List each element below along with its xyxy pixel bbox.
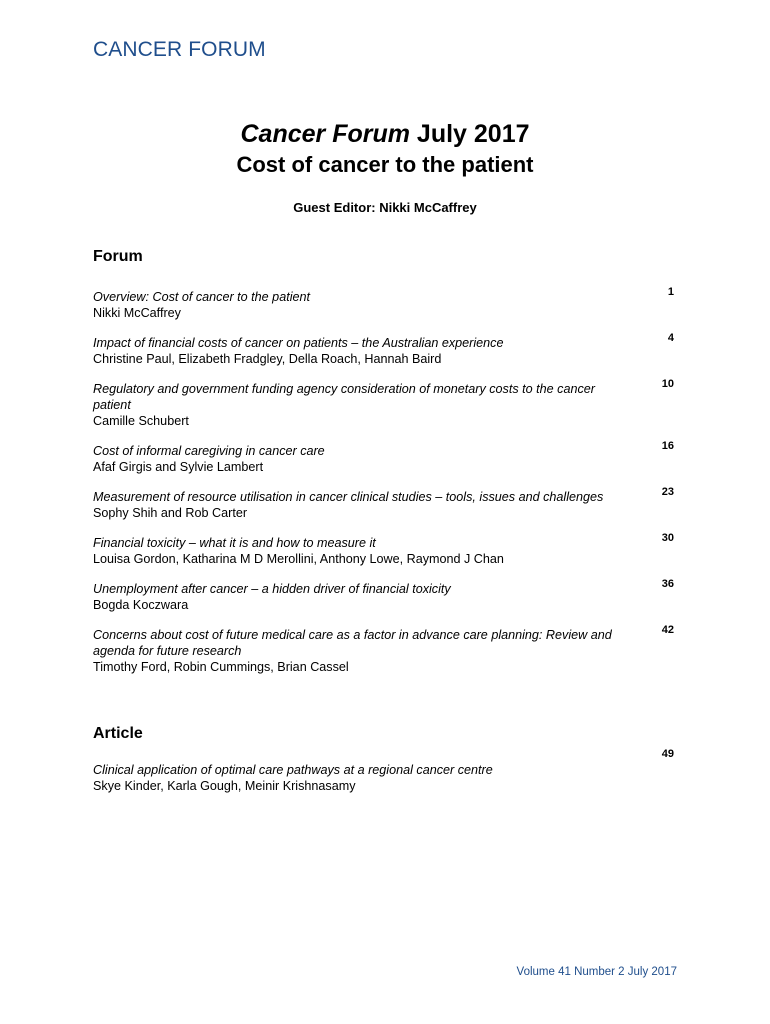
toc-entry[interactable]	[93, 486, 677, 521]
entry-title: Financial toxicity – what it is and how to measure it	[93, 536, 376, 550]
journal-title-italic: Cancer Forum	[240, 120, 410, 148]
entry-page: 4	[667, 332, 674, 344]
guest-editor: Guest Editor: Nikki McCaffrey	[293, 200, 477, 215]
title-block	[0, 118, 770, 215]
forum-toc	[93, 286, 677, 689]
toc-entry[interactable]	[93, 286, 677, 321]
entry-authors: Timothy Ford, Robin Cummings, Brian Cassel	[93, 660, 349, 674]
toc-entry[interactable]	[93, 748, 677, 794]
entry-title: Cost of informal caregiving in cancer care	[93, 444, 325, 458]
entry-authors: Nikki McCaffrey	[93, 306, 181, 320]
issue-subtitle: Cost of cancer to the patient	[236, 152, 534, 177]
toc-entry[interactable]	[93, 378, 677, 429]
entry-title: Regulatory and government funding agency consideration of monetary costs to the cancer patient	[93, 382, 595, 412]
entry-title: Measurement of resource utilisation in cancer clinical studies – tools, issues and challenges	[93, 490, 604, 504]
entry-title: Impact of financial costs of cancer on patients – the Australian experience	[93, 336, 504, 350]
entry-authors: Christine Paul, Elizabeth Fradgley, Della Roach, Hannah Baird	[93, 352, 442, 366]
entry-title: Concerns about cost of future medical care as a factor in advance care planning: Review and agenda for future research	[93, 628, 612, 658]
toc-entry[interactable]	[93, 624, 677, 675]
section-heading-forum: Forum	[93, 248, 143, 265]
entry-page: 16	[661, 440, 674, 452]
toc-entry[interactable]	[93, 440, 677, 475]
entry-page: 1	[667, 286, 674, 298]
toc-entry[interactable]	[93, 332, 677, 367]
entry-authors: Skye Kinder, Karla Gough, Meinir Krishnasamy	[93, 779, 356, 793]
entry-authors: Sophy Shih and Rob Carter	[93, 506, 248, 520]
entry-page: 42	[661, 624, 674, 636]
entry-title: Clinical application of optimal care pathways at a regional cancer centre	[93, 763, 493, 777]
section-heading-article: Article	[93, 725, 143, 742]
entry-page: 23	[661, 486, 674, 498]
entry-page: 30	[661, 532, 674, 544]
issue-title	[0, 118, 770, 150]
entry-authors: Bogda Koczwara	[93, 598, 189, 612]
entry-authors: Camille Schubert	[93, 414, 189, 428]
issue-footer: Volume 41 Number 2 July 2017	[516, 966, 677, 978]
entry-authors: Louisa Gordon, Katharina M D Merollini, Anthony Lowe, Raymond J Chan	[93, 552, 504, 566]
entry-page: 49	[661, 748, 674, 760]
entry-page: 36	[661, 578, 674, 590]
toc-entry[interactable]	[93, 532, 677, 567]
issue-date: July 2017	[409, 120, 530, 148]
entry-authors: Afaf Girgis and Sylvie Lambert	[93, 460, 264, 474]
entry-title: Unemployment after cancer – a hidden driver of financial toxicity	[93, 582, 451, 596]
article-toc	[93, 748, 677, 808]
entry-page: 10	[661, 378, 674, 390]
journal-header: CANCER FORUM	[93, 38, 266, 61]
entry-title: Overview: Cost of cancer to the patient	[93, 290, 310, 304]
toc-entry[interactable]	[93, 578, 677, 613]
